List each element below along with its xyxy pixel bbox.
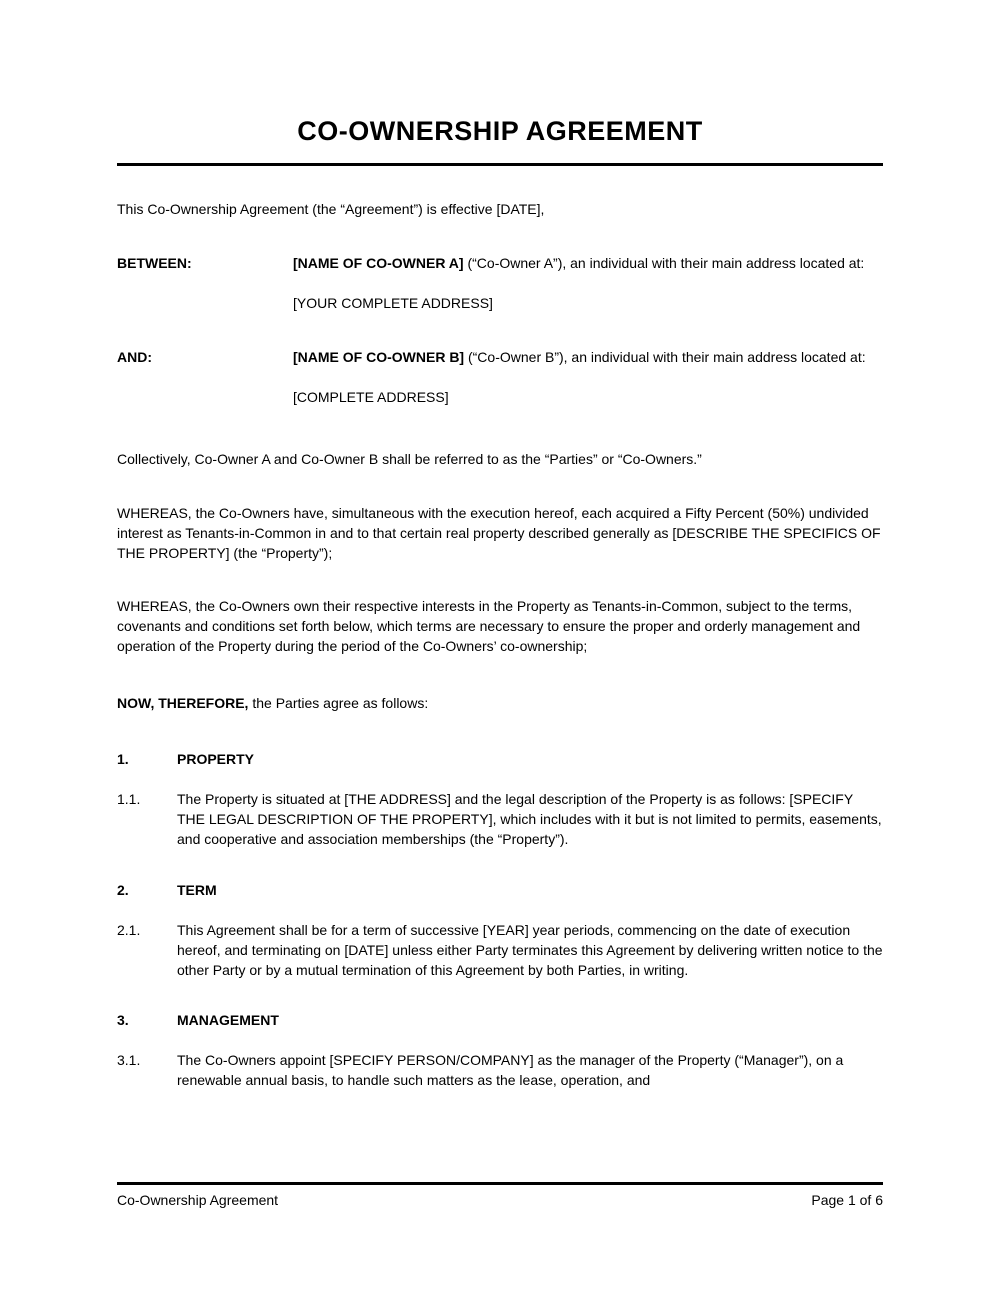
section-property xyxy=(117,749,883,849)
therefore-rest: the Parties agree as follows: xyxy=(248,695,429,711)
title-divider xyxy=(117,163,883,166)
clause-2-1-number: 2.1. xyxy=(117,922,141,938)
therefore-paragraph xyxy=(117,693,883,713)
section-3-heading xyxy=(117,1010,883,1030)
and-label: AND: xyxy=(117,349,152,365)
section-1-heading xyxy=(117,749,883,769)
co-owner-b-address-placeholder: [COMPLETE ADDRESS] xyxy=(293,389,449,405)
co-owner-a-name-placeholder: [NAME OF CO-OWNER A] xyxy=(293,255,464,271)
clause-1-1-text: The Property is situated at [THE ADDRESS] and the legal description of the Property is as follows: [SPECIFY THE LEGAL DESCRIPTION OF THE PROPERTY], which includes with it but is not limited to permits, easements, and cooperative and association memberships (the “Property”). xyxy=(177,791,882,847)
section-2-title: TERM xyxy=(177,882,217,898)
footer-document-name: Co-Ownership Agreement xyxy=(117,1192,279,1208)
clause-2-1-text: This Agreement shall be for a term of successive [YEAR] year periods, commencing on the date of execution hereof, and terminating on [DATE] unless either Party terminates this Agreement by delivering written notice to the other Party or by a mutual termination of this Agreement by both Parties, in writing. xyxy=(177,922,883,978)
clause-3-1-number: 3.1. xyxy=(117,1052,141,1068)
whereas-paragraph-2: WHEREAS, the Co-Owners own their respective interests in the Property as Tenants-in-Common, subject to the terms, covenants and conditions set forth below, which terms are necessary to ensure the proper and orderly management and operation of the Property during the period of the Co-Owners’ co-ownership; xyxy=(117,598,861,654)
co-owner-b-name-placeholder: [NAME OF CO-OWNER B] xyxy=(293,349,465,365)
section-1-number: 1. xyxy=(117,751,129,767)
co-owner-a-description: (“Co-Owner A”), an individual with their main address located at: xyxy=(463,255,865,271)
document-title: CO-OWNERSHIP AGREEMENT xyxy=(297,116,703,146)
clause-3-1-text: The Co-Owners appoint [SPECIFY PERSON/COMPANY] as the manager of the Property (“Manager”), on a renewable annual basis, to handle such matters as the lease, operation, and xyxy=(177,1052,844,1088)
between-label: BETWEEN: xyxy=(117,255,192,271)
co-owner-a-line xyxy=(293,253,883,273)
footer-row xyxy=(117,1190,883,1210)
section-2-heading xyxy=(117,880,883,900)
clause-2-1 xyxy=(117,920,883,980)
clause-1-1 xyxy=(117,789,883,849)
between-block xyxy=(117,253,883,313)
co-owner-a-address-placeholder: [YOUR COMPLETE ADDRESS] xyxy=(293,295,493,311)
section-3-number: 3. xyxy=(117,1012,129,1028)
and-block xyxy=(117,347,883,407)
effective-date-line: This Co-Ownership Agreement (the “Agreement”) is effective [DATE], xyxy=(117,201,545,217)
page-footer xyxy=(117,1182,883,1210)
whereas-paragraph-1: WHEREAS, the Co-Owners have, simultaneous with the execution hereof, each acquired a Fifty Percent (50%) undivided interest as Tenants-in-Common in and to that certain real property described generally as [DESCRIBE THE SPECIFICS OF THE PROPERTY] (the “Property”); xyxy=(117,505,881,561)
collectively-paragraph: Collectively, Co-Owner A and Co-Owner B shall be referred to as the “Parties” or “Co-Owners.” xyxy=(117,451,702,467)
section-term xyxy=(117,880,883,980)
clause-1-1-number: 1.1. xyxy=(117,791,141,807)
footer-divider xyxy=(117,1182,883,1185)
clause-3-1 xyxy=(117,1050,883,1090)
section-management xyxy=(117,1010,883,1090)
between-content xyxy=(293,253,883,313)
section-2-number: 2. xyxy=(117,882,129,898)
footer-page-number: Page 1 of 6 xyxy=(811,1192,883,1208)
section-3-title: MANAGEMENT xyxy=(177,1012,279,1028)
co-owner-b-description: (“Co-Owner B”), an individual with their main address located at: xyxy=(464,349,866,365)
co-owner-b-line xyxy=(293,347,883,367)
therefore-bold-lead: NOW, THEREFORE, xyxy=(117,695,249,711)
and-content xyxy=(293,347,883,407)
section-1-title: PROPERTY xyxy=(177,751,255,767)
